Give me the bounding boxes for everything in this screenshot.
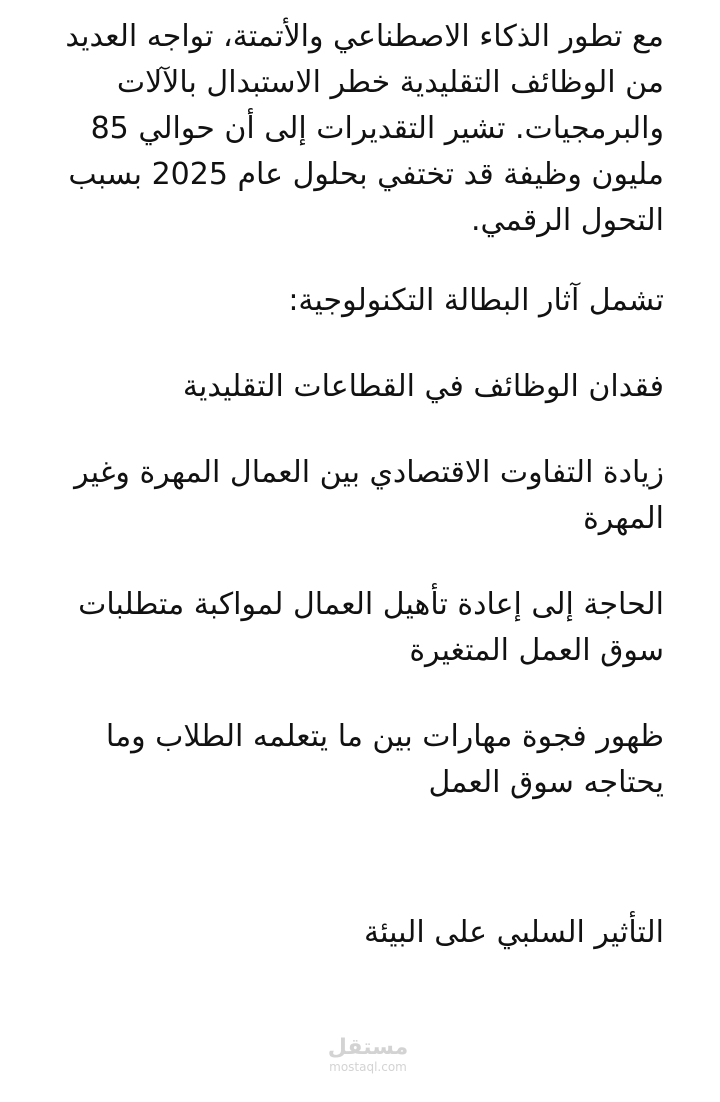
document-body: [54, 0, 664, 956]
intro-paragraph: مع تطور الذكاء الاصطناعي والأتمتة، تواجه العديد من الوظائف التقليدية خطر الاستبدال بالآلات والبرمجيات. تشير التقديرات إلى أن حوالي 85 مليون وظيفة قد تختفي بحلول عام 2025 بسبب التحول الرقمي.: [65, 19, 664, 238]
watermark-logo: مستقل: [327, 1035, 409, 1060]
section-title-environment: التأثير السلبي على البيئة: [363, 915, 664, 950]
watermark-site: mostaql.com: [329, 1060, 407, 1074]
watermark: [318, 1036, 418, 1074]
effect-item-job-loss: فقدان الوظائف في القطاعات التقليدية: [182, 369, 664, 404]
effect-item-economic-gap: زيادة التفاوت الاقتصادي بين العمال المهرة وغير المهرة: [74, 455, 664, 536]
effect-item-skills-gap: ظهور فجوة مهارات بين ما يتعلمه الطلاب وما يحتاجه سوق العمل: [105, 719, 664, 800]
effects-heading: تشمل آثار البطالة التكنولوجية:: [288, 283, 664, 318]
effect-item-reskilling: الحاجة إلى إعادة تأهيل العمال لمواكبة متطلبات سوق العمل المتغيرة: [78, 587, 664, 668]
